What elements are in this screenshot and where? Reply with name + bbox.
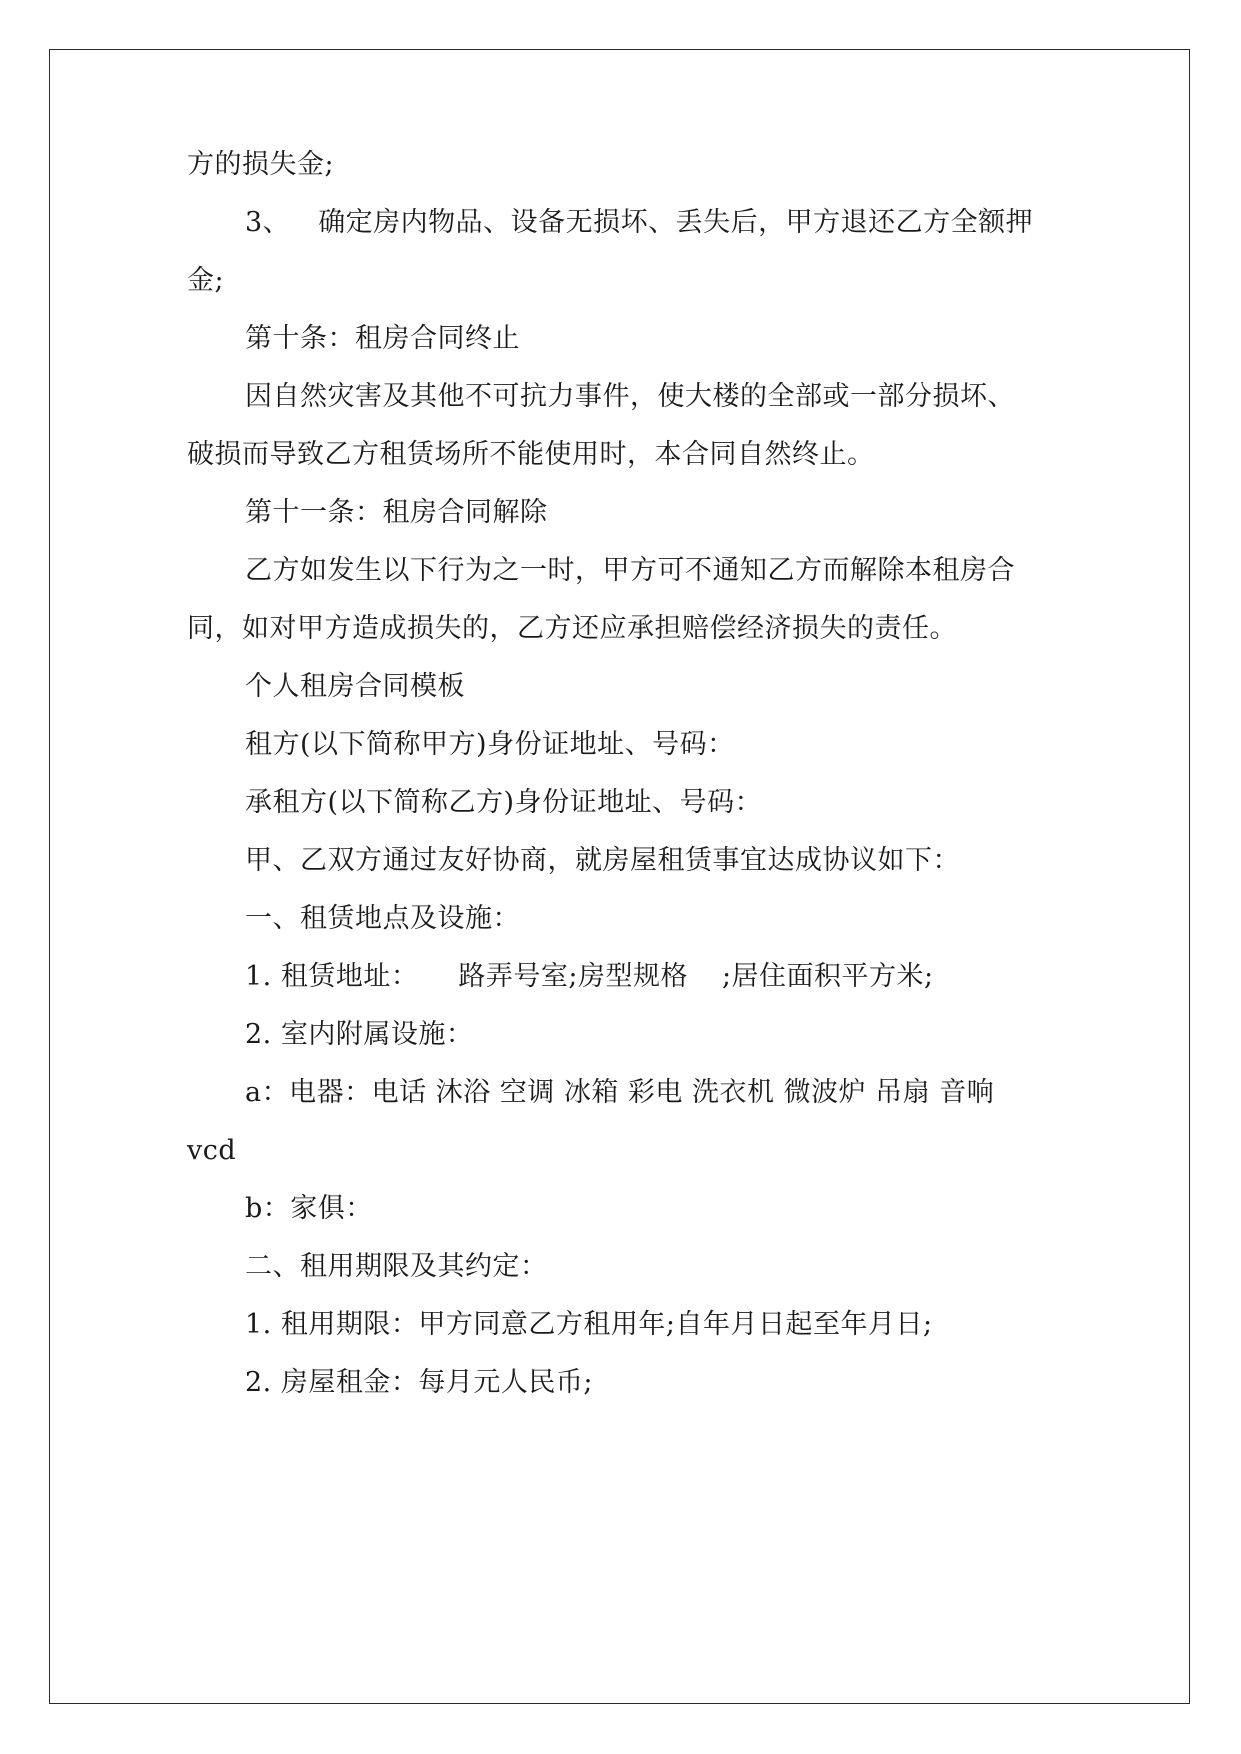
text-line: 金;: [187, 265, 225, 296]
text-line: vcd: [187, 1135, 237, 1166]
text-line: 路弄号室;房型规格: [458, 961, 688, 992]
section-heading: 第十条：租房合同终止: [245, 323, 520, 354]
text-line: 确定房内物品、设备无损坏、丢失后，甲方退还乙方全额押: [318, 207, 1034, 238]
document-title: 个人租房合同模板: [245, 671, 465, 702]
text-line: 破损而导致乙方租赁场所不能使用时，本合同自然终止。: [187, 439, 875, 470]
text-line: 方的损失金;: [187, 149, 335, 180]
text-line: 2. 房屋租金：每月元人民币;: [245, 1367, 593, 1398]
text-line: 租方(以下简称甲方)身份证地址、号码：: [245, 729, 735, 760]
text-line: 同，如对甲方造成损失的，乙方还应承担赔偿经济损失的责任。: [187, 613, 957, 644]
list-number: 3、: [245, 207, 291, 238]
text-line: 1. 租赁地址：: [245, 961, 419, 992]
section-heading: 第十一条：租房合同解除: [245, 497, 548, 528]
text-line: b：家俱：: [245, 1193, 373, 1224]
text-line: 因自然灾害及其他不可抗力事件，使大楼的全部或一部分损坏、: [245, 381, 1015, 412]
text-line: 甲、乙双方通过友好协商，就房屋租赁事宜达成协议如下：: [245, 845, 960, 876]
list-item-3: [245, 203, 1033, 243]
text-line: 1. 租用期限：甲方同意乙方租用年;自年月日起至年月日;: [245, 1309, 933, 1340]
section-heading: 二、租用期限及其约定：: [245, 1251, 548, 1282]
text-line: 承租方(以下简称乙方)身份证地址、号码：: [245, 787, 763, 818]
rental-address-line: [245, 957, 934, 997]
section-heading: 一、租赁地点及设施：: [245, 903, 520, 934]
text-line: 2. 室内附属设施：: [245, 1019, 474, 1050]
text-line: ;居住面积平方米;: [721, 961, 934, 992]
text-line: 乙方如发生以下行为之一时，甲方可不通知乙方而解除本租房合: [245, 555, 1015, 586]
text-line: a：电器：电话 沐浴 空调 冰箱 彩电 洗衣机 微波炉 吊扇 音响: [245, 1077, 995, 1108]
